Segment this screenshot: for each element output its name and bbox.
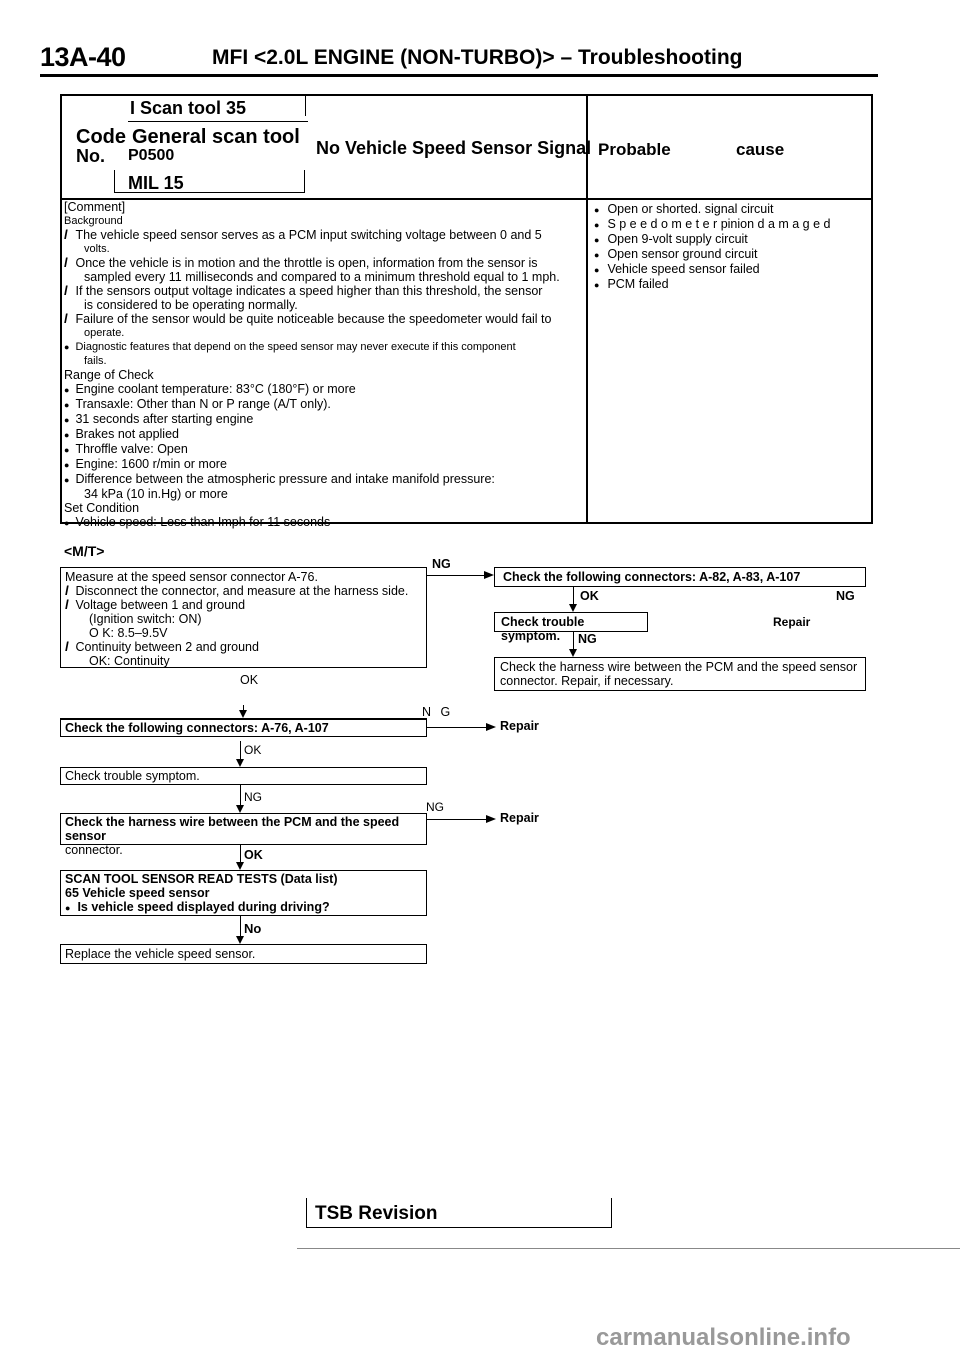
arrow-head — [236, 805, 244, 813]
range-item: ● Throffle valve: Open — [64, 442, 580, 457]
range-item: ● Difference between the atmospheric pressure and intake manifold pressure: — [64, 472, 580, 487]
check-symptom-step-2: Check trouble symptom. — [60, 767, 427, 785]
mil-bar-left — [114, 170, 115, 192]
set-condition-item: ● Vehicle speed: Less than Imph for 11 seconds — [64, 515, 580, 530]
range-item: ● Engine: 1600 r/min or more — [64, 457, 580, 472]
replace-sensor-step: Replace the vehicle speed sensor. — [60, 944, 427, 964]
harness-line: Check the harness wire between the PCM and the speed sensor — [65, 815, 400, 843]
check-symptom-step: Check trouble symptom. — [494, 612, 648, 632]
arrow-head — [484, 571, 494, 579]
arrow-line — [240, 845, 241, 862]
background-item-cont: fails. — [84, 355, 107, 367]
check-connectors-step: Check the following connectors: A-82, A-83, A-107 — [494, 567, 866, 587]
measure-line: l Disconnect the connector, and measure at the harness side. — [65, 584, 422, 598]
arrow-line — [240, 741, 241, 759]
arrow-head — [569, 604, 577, 612]
range-item: ● Brakes not applied — [64, 427, 580, 442]
scan-tool-bar — [305, 94, 306, 116]
page-number: 13A-40 — [40, 42, 126, 72]
cause-label: cause — [736, 140, 785, 159]
ng-label: NG — [836, 589, 855, 603]
measure-line: OK: Continuity — [89, 654, 170, 668]
scan-tool-label: I Scan tool 35 — [130, 98, 247, 118]
cause-item: ● S p e e d o m e t e r pinion d a m a g e d — [594, 217, 864, 232]
probable-label: Probable — [598, 140, 671, 159]
scan-line: ● Is vehicle speed displayed during driving? — [65, 900, 422, 915]
check-connectors-a76-step: Check the following connectors: A-76, A-107 — [60, 719, 427, 737]
background-item-cont: volts. — [84, 243, 110, 255]
range-item-cont: 34 kPa (10 in.Hg) or more — [84, 487, 228, 501]
measure-line: l Continuity between 2 and ground — [65, 640, 422, 654]
repair-label: Repair — [773, 615, 811, 629]
measure-step — [60, 567, 427, 668]
background-item: ● Diagnostic features that depend on the speed sensor may never execute if this component — [64, 340, 580, 354]
check-harness-step: Check the harness wire between the PCM and the speed sensor connector. Repair, if necessary. — [494, 657, 866, 691]
ng-label: NG — [244, 790, 262, 804]
cause-item: ● Open or shorted. signal circuit — [594, 202, 864, 217]
background-item-cont: sampled every 11 milliseconds and compared to a minimum threshold equal to 1 mph. — [84, 270, 560, 284]
range-item: ● Transaxle: Other than N or P range (A/T only). — [64, 397, 580, 412]
watermark: carmanualsonline.info — [596, 1324, 851, 1351]
arrow-head — [569, 649, 577, 657]
ok-label: OK — [580, 589, 599, 603]
repair-label: Repair — [500, 811, 539, 825]
background-item: l The vehicle speed sensor serves as a PCM input switching voltage between 0 and 5 — [64, 228, 580, 242]
measure-line: Measure at the speed sensor connector A-76. — [65, 570, 318, 584]
harness-line: connector. — [65, 843, 123, 857]
probable-cause-list — [594, 202, 864, 292]
transmission-label: <M/T> — [64, 543, 105, 559]
arrow-line — [427, 727, 487, 728]
arrow-head — [239, 710, 247, 718]
ok-label: OK — [244, 743, 262, 757]
cause-item: ● Open 9-volt supply circuit — [594, 232, 864, 247]
scan-line: 65 Vehicle speed sensor — [65, 886, 210, 900]
cause-item: ● PCM failed — [594, 277, 864, 292]
footer-rule — [297, 1248, 960, 1249]
page-title: MFI <2.0L ENGINE (NON-TURBO)> – Troubleshooting — [212, 46, 743, 69]
arrow-head — [236, 936, 244, 944]
no-label: No. — [76, 146, 105, 166]
header-rule — [40, 74, 878, 77]
arrow-line — [573, 587, 574, 605]
general-scan-tool-label: General scan tool — [132, 126, 300, 148]
ng-label: NG — [426, 800, 444, 814]
range-item: ● 31 seconds after starting engine — [64, 412, 580, 427]
measure-line: (Ignition switch: ON) — [89, 612, 202, 626]
ng-label: NG — [578, 632, 597, 646]
background-item: l Failure of the sensor would be quite noticeable because the speedometer would fail to — [64, 312, 580, 326]
arrow-head — [486, 815, 496, 823]
arrow-line — [427, 575, 485, 576]
range-label: Range of Check — [64, 368, 154, 382]
measure-ok-label: OK — [240, 673, 259, 687]
dtc-title: No Vehicle Speed Sensor Signal — [316, 138, 592, 158]
arrow-head — [236, 759, 244, 767]
arrow-line — [240, 916, 241, 936]
no-label: No — [244, 921, 262, 936]
arrow-line — [427, 819, 487, 820]
background-item: l Once the vehicle is in motion and the throttle is open, information from the sensor is — [64, 256, 580, 270]
set-condition-label: Set Condition — [64, 501, 140, 515]
ng-label: N G — [422, 705, 454, 719]
ok-label: OK — [244, 848, 263, 862]
comment-section — [64, 200, 580, 530]
measure-line: l Voltage between 1 and ground — [65, 598, 422, 612]
mil-bar-right — [304, 170, 305, 192]
background-item-cont: is considered to be operating normally. — [84, 298, 298, 312]
arrow-head — [236, 862, 244, 870]
tsb-revision: TSB Revision — [306, 1198, 612, 1227]
repair-label: Repair — [500, 719, 539, 733]
scan-tool-test-step — [60, 870, 427, 916]
code-label: Code — [76, 126, 126, 148]
background-label: Background — [64, 215, 123, 227]
arrow-line — [240, 785, 241, 805]
comment-label: [Comment] — [64, 200, 126, 214]
range-item: ● Engine coolant temperature: 83°C (180°F) or more — [64, 382, 580, 397]
cause-item: ● Vehicle speed sensor failed — [594, 262, 864, 277]
arrow-line — [573, 632, 574, 649]
scan-line: SCAN TOOL SENSOR READ TESTS (Data list) — [65, 872, 338, 886]
measure-line: O K: 8.5–9.5V — [89, 626, 168, 640]
measure-ng-label: NG — [432, 557, 451, 571]
dtc-code: P0500 — [128, 147, 175, 164]
background-item-cont: operate. — [84, 327, 125, 339]
background-item: l If the sensors output voltage indicates a speed higher than this threshold, the sensor — [64, 284, 580, 298]
tsb-underline — [306, 1227, 612, 1228]
arrow-head — [486, 723, 496, 731]
mil-label: MIL 15 — [128, 173, 184, 193]
cause-item: ● Open sensor ground circuit — [594, 247, 864, 262]
scan-tool-underline — [128, 121, 308, 122]
